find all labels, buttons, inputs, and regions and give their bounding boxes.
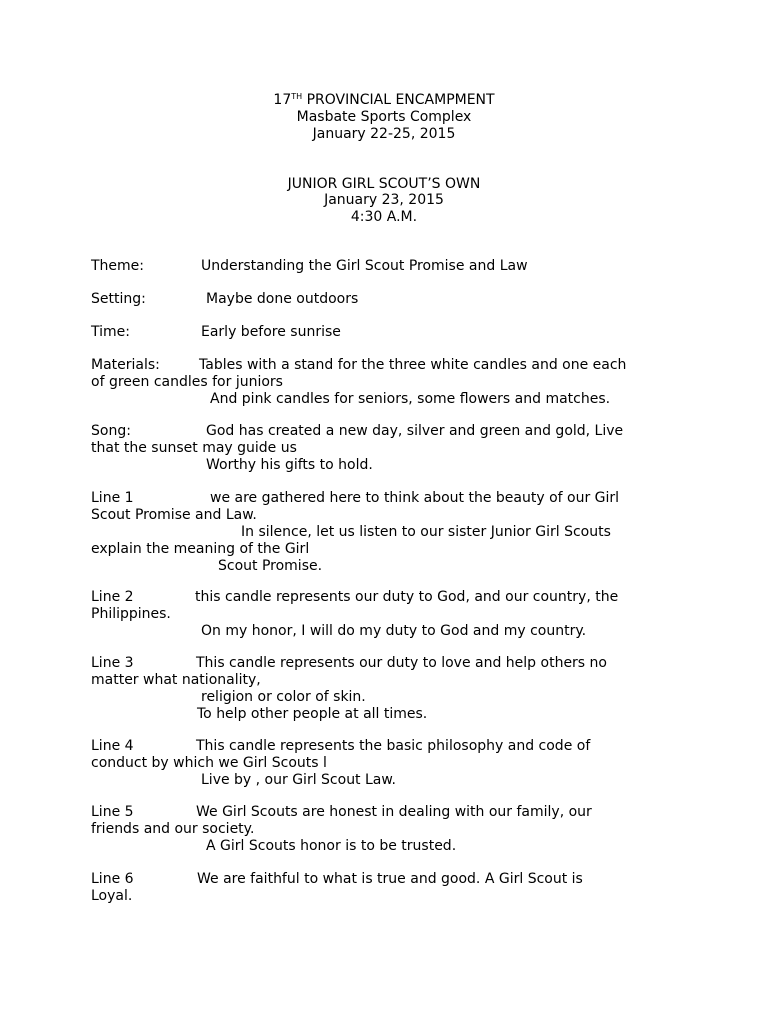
program-date: January 23, 2015 <box>324 192 444 208</box>
line-4-text-3: Live by , our Girl Scout Law. <box>201 772 396 788</box>
line-1-text-5: Scout Promise. <box>218 558 323 574</box>
line-2-block <box>91 589 681 640</box>
encampment-number: 17 <box>273 92 292 108</box>
line-2-text-3: On my honor, I will do my duty to God and my country. <box>201 623 587 639</box>
theme-label: Theme: <box>91 258 145 274</box>
line-6-label: Line 6 <box>91 871 134 887</box>
time-row <box>91 324 681 341</box>
line-4-text-1: This candle represents the basic philosophy and code of <box>196 738 591 754</box>
line-2-text-2: Philippines. <box>91 606 171 622</box>
line-3-text-1: This candle represents our duty to love and help others no <box>196 655 607 671</box>
materials-label: Materials: <box>91 357 160 373</box>
time-label: Time: <box>91 324 130 340</box>
song-line-3: Worthy his gifts to hold. <box>206 457 373 473</box>
line-3-text-2: matter what nationality, <box>91 672 261 688</box>
line-6-text-1: We are faithful to what is true and good. A Girl Scout is <box>197 871 583 887</box>
line-1-text-2: Scout Promise and Law. <box>91 507 257 523</box>
line-3-text-3: religion or color of skin. <box>201 689 366 705</box>
song-line-2: that the sunset may guide us <box>91 440 297 456</box>
line-2-text-1: this candle represents our duty to God, and our country, the <box>195 589 619 605</box>
setting-text: Maybe done outdoors <box>206 291 359 307</box>
song-block <box>91 423 681 474</box>
program-title: JUNIOR GIRL SCOUT’S OWN <box>287 176 481 192</box>
encampment-ordinal-suffix: TH <box>291 92 303 101</box>
theme-row <box>91 258 681 275</box>
theme-text: Understanding the Girl Scout Promise and Law <box>201 258 528 274</box>
line-3-text-4: To help other people at all times. <box>197 706 428 722</box>
line-5-text-3: A Girl Scouts honor is to be trusted. <box>206 838 457 854</box>
setting-label: Setting: <box>91 291 146 307</box>
program-time: 4:30 A.M. <box>350 209 418 225</box>
line-3-label: Line 3 <box>91 655 134 671</box>
materials-line-2: of green candles for juniors <box>91 374 283 390</box>
line-1-text-4: explain the meaning of the Girl <box>91 541 310 557</box>
line-6-block <box>91 871 681 905</box>
line-5-text-2: friends and our society. <box>91 821 255 837</box>
materials-block <box>91 357 681 408</box>
line-4-text-2: conduct by which we Girl Scouts l <box>91 755 327 771</box>
line-4-block <box>91 738 681 789</box>
line-5-text-1: We Girl Scouts are honest in dealing with our family, our <box>196 804 592 820</box>
song-label: Song: <box>91 423 131 439</box>
venue: Masbate Sports Complex <box>296 109 472 125</box>
time-text: Early before sunrise <box>201 324 341 340</box>
line-2-label: Line 2 <box>91 589 134 605</box>
line-1-block <box>91 490 681 575</box>
line-1-label: Line 1 <box>91 490 134 506</box>
line-6-text-2: Loyal. <box>91 888 133 904</box>
encampment-title-text: PROVINCIAL ENCAMPMENT <box>302 92 495 108</box>
materials-line-3: And pink candles for seniors, some flowers and matches. <box>210 391 611 407</box>
line-3-block <box>91 655 681 723</box>
song-line-1: God has created a new day, silver and green and gold, Live <box>206 423 624 439</box>
line-1-text-3: In silence, let us listen to our sister Junior Girl Scouts <box>241 524 611 540</box>
setting-row <box>91 291 681 308</box>
line-1-text-1: we are gathered here to think about the beauty of our Girl <box>210 490 620 506</box>
line-5-label: Line 5 <box>91 804 134 820</box>
line-4-label: Line 4 <box>91 738 134 754</box>
materials-line-1: Tables with a stand for the three white candles and one each <box>199 357 627 373</box>
line-5-block <box>91 804 681 855</box>
event-dates: January 22-25, 2015 <box>312 126 456 142</box>
encampment-title <box>0 92 768 109</box>
